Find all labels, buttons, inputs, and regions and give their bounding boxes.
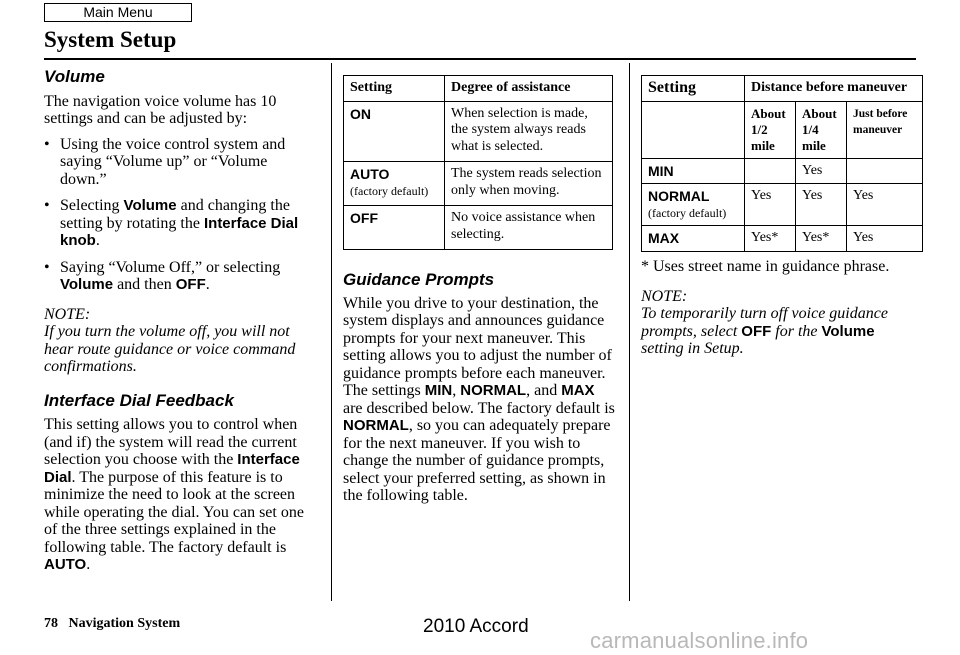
subheader-half-mile: About 1/2 mile xyxy=(745,101,796,158)
table-header-row xyxy=(642,76,923,102)
value-cell: Yes xyxy=(796,184,847,226)
setting-cell: NORMAL (factory default) xyxy=(642,184,745,226)
distance-table xyxy=(641,75,923,252)
table-row xyxy=(642,226,923,252)
table-row xyxy=(642,184,923,226)
note-label: NOTE: xyxy=(641,287,688,305)
table-row xyxy=(344,162,613,206)
feedback-body: This setting allows you to control when (and if) the system will read the current selection you choose with the Interface Dial. The purpose of this feature is to minimize the need to look at the screen while operating the dial. You can set one of the three settings explained in the following table. The factory default is AUTO. xyxy=(44,416,304,573)
table-row xyxy=(344,101,613,162)
value-cell: Yes xyxy=(847,226,923,252)
note-label: NOTE: xyxy=(44,305,91,323)
table-header-row xyxy=(344,76,613,102)
column-3-text xyxy=(641,258,916,358)
subheader-just-before: Just before maneuver xyxy=(847,101,923,158)
value-cell: Yes xyxy=(745,184,796,226)
value-cell xyxy=(847,158,923,184)
footer-page-label: 78 Navigation System xyxy=(44,616,181,631)
table-row xyxy=(344,206,613,250)
setting-cell: AUTO (factory default) xyxy=(344,162,445,206)
header-degree: Degree of assistance xyxy=(445,76,613,102)
column-1 xyxy=(44,66,318,574)
desc-cell: The system reads selection only when moving. xyxy=(445,162,613,206)
list-item: • Using the voice control system and saying “Volume up” or “Volume down.” xyxy=(44,136,318,189)
note-text: If you turn the volume off, you will not hear route guidance or voice command confirmations. xyxy=(44,323,296,375)
header-setting: Setting xyxy=(642,76,745,102)
blank-cell xyxy=(642,101,745,158)
value-cell: Yes xyxy=(847,184,923,226)
desc-cell: When selection is made, the system always reads what is selected. xyxy=(445,101,613,162)
page-title: System Setup xyxy=(44,27,177,52)
setting-cell: MIN xyxy=(642,158,745,184)
value-cell xyxy=(745,158,796,184)
column-2-table-wrap xyxy=(343,75,613,250)
footnote: * Uses street name in guidance phrase. xyxy=(641,258,890,275)
value-cell: Yes* xyxy=(796,226,847,252)
column-3-table-wrap xyxy=(641,75,923,252)
main-menu-button[interactable]: Main Menu xyxy=(44,3,192,22)
guidance-prompts-heading: Guidance Prompts xyxy=(343,270,495,289)
list-item: • Selecting Volume and changing the setting by rotating the Interface Dial knob. xyxy=(44,197,318,250)
subheader-quarter-mile: About 1/4 mile xyxy=(796,101,847,158)
setting-cell: MAX xyxy=(642,226,745,252)
value-cell: Yes xyxy=(796,158,847,184)
header-setting: Setting xyxy=(344,76,445,102)
setting-cell: OFF xyxy=(344,206,445,250)
column-2-text xyxy=(343,271,618,505)
value-cell: Yes* xyxy=(745,226,796,252)
volume-bullets xyxy=(44,136,318,294)
column-divider-2 xyxy=(629,63,630,601)
list-item: • Saying “Volume Off,” or selecting Volume and then OFF. xyxy=(44,259,318,294)
volume-heading: Volume xyxy=(44,67,105,86)
table-subheader-row xyxy=(642,101,923,158)
volume-intro: The navigation voice volume has 10 settings and can be adjusted by: xyxy=(44,92,277,127)
title-divider xyxy=(44,58,916,60)
table-row xyxy=(642,158,923,184)
column-divider-1 xyxy=(331,63,332,601)
footer-watermark: 2010 Accord xyxy=(423,616,529,637)
guidance-body: While you drive to your destination, the system displays and announces guidance prompts for your next maneuver. This setting allows you to adjust the number of guidance prompts before each maneuver. The settings MIN, NORMAL, and MAX are described below. The factory default is NORMAL, so you can adequately prepare for the next maneuver. If you wish to change the number of guidance prompts, select your preferred setting, as shown in the following table. xyxy=(343,294,615,504)
footer-site-watermark: carmanualsonline.info xyxy=(590,628,809,653)
assistance-table xyxy=(343,75,613,250)
desc-cell: No voice assistance when selecting. xyxy=(445,206,613,250)
note-text: To temporarily turn off voice guidance prompts, select OFF for the Volume setting in Setup. xyxy=(641,305,888,357)
header-distance: Distance before maneuver xyxy=(745,76,923,102)
interface-dial-feedback-heading: Interface Dial Feedback xyxy=(44,390,234,410)
setting-cell: ON xyxy=(344,101,445,162)
